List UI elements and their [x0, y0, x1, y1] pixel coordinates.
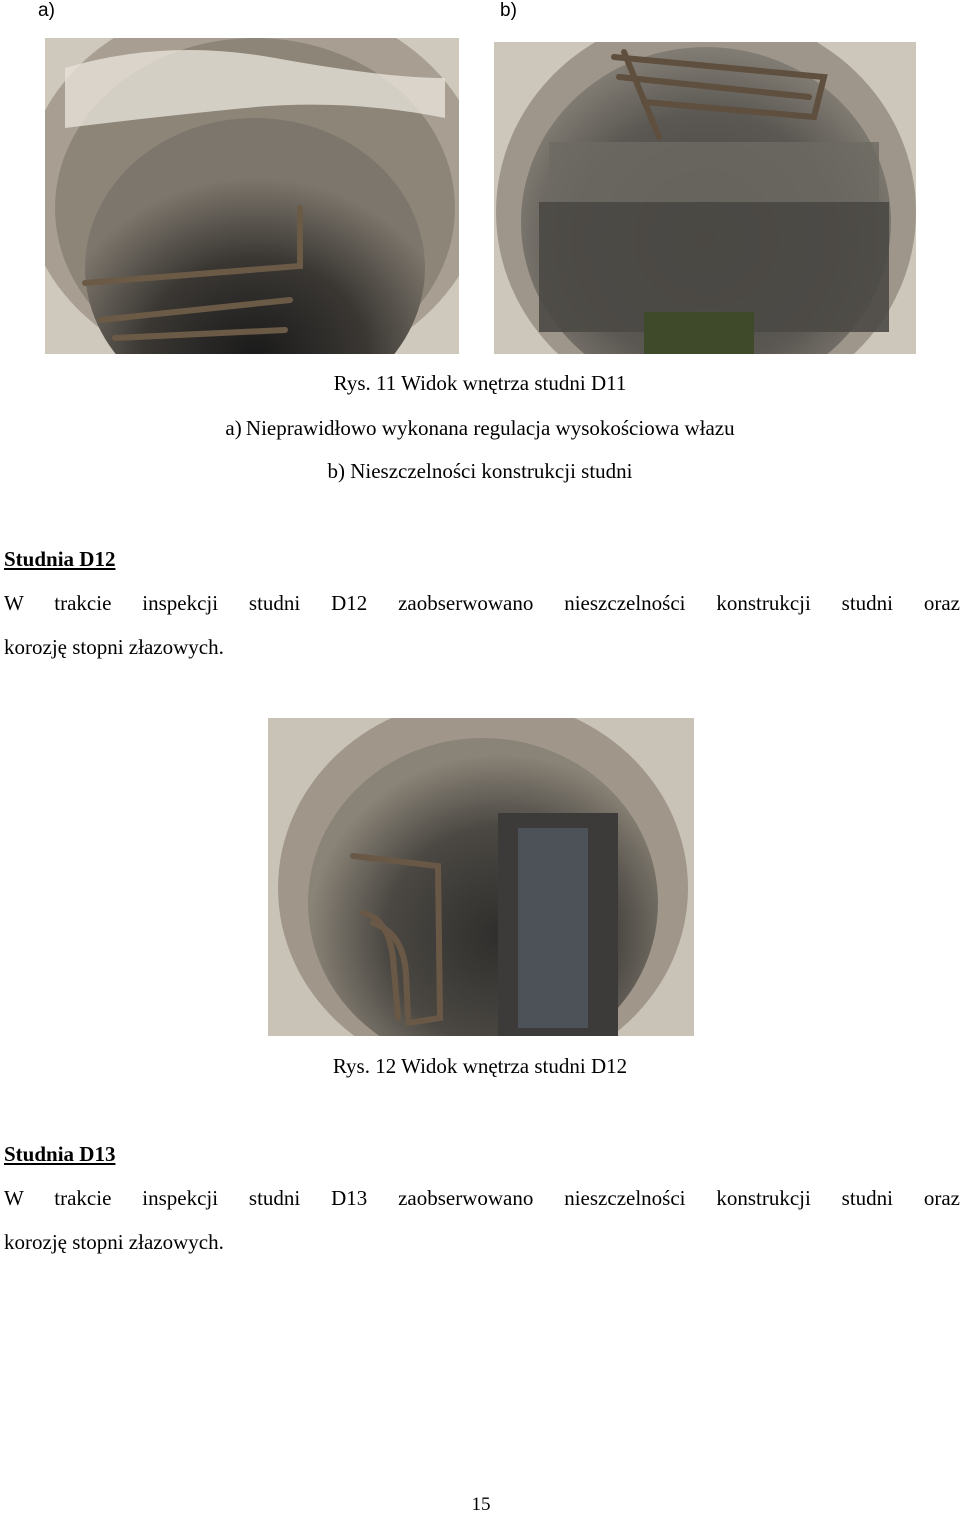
- page-number: 15: [471, 1494, 491, 1515]
- section-d13-heading: Studnia D13: [4, 1142, 116, 1166]
- photo-manhole-d11-b: [494, 42, 916, 354]
- photo-manhole-d12: [268, 718, 694, 1036]
- section-d12-paragraph-line-2: korozję stopni złazowych.: [4, 635, 224, 659]
- figure-label-b: b): [500, 0, 517, 21]
- section-d12-heading: Studnia D12: [4, 547, 116, 571]
- photo-manhole-d11-a: [45, 38, 459, 354]
- figure-label-a: a): [38, 0, 55, 21]
- section-d13-paragraph-line-1: W trakcie inspekcji studni D13 zaobserwowano nieszczelności konstrukcji studni oraz: [4, 1186, 960, 1210]
- figure-12-caption: Rys. 12 Widok wnętrza studni D12: [332, 1054, 628, 1078]
- section-d13-paragraph-line-2: korozję stopni złazowych.: [4, 1230, 224, 1254]
- figure-11-caption-a: a) Nieprawidłowo wykonana regulacja wysokościowa włazu: [225, 416, 735, 440]
- figure-11-caption-b: b) Nieszczelności konstrukcji studni: [327, 459, 633, 483]
- figure-11-caption-title: Rys. 11 Widok wnętrza studni D11: [333, 371, 627, 395]
- section-d12-paragraph-line-1: W trakcie inspekcji studni D12 zaobserwowano nieszczelności konstrukcji studni oraz: [4, 591, 960, 615]
